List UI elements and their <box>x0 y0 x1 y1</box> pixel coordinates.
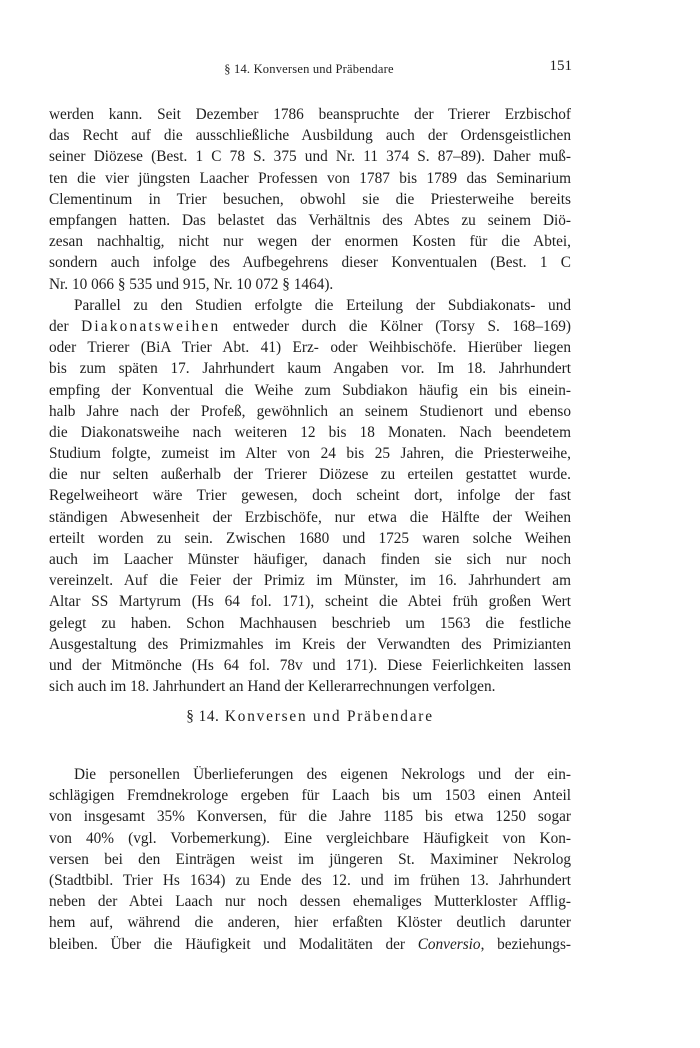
paragraph-3 <box>49 764 571 955</box>
text-fragment: , beziehungs- <box>480 935 571 953</box>
paragraph-1 <box>49 104 571 295</box>
text-line: neben der Abtei Laach nur noch dessen ehemaliges Mutterkloster Afflig- <box>49 893 571 911</box>
paragraph-2 <box>49 295 571 698</box>
text-line: von 40% (vgl. Vorbemerkung). Eine vergleichbare Häufigkeit von Kon- <box>49 829 571 847</box>
text-line: Regelweiheort wäre Trier gewesen, doch scheint dort, infolge der fast <box>49 487 571 505</box>
text-line: ten die vier jüngsten Laacher Professen von 1787 bis 1789 das Seminarium <box>49 169 571 187</box>
text-line: ständigen Abwesenheit der Erzbischöfe, nur etwa die Hälfte der Weihen <box>49 508 571 526</box>
text-line: Ausgestaltung des Primizmahles im Kreis der Verwandten des Primizianten <box>49 635 571 653</box>
page-number: 151 <box>549 58 572 74</box>
text-line: oder Trierer (BiA Trier Abt. 41) Erz- oder Weihbischöfe. Hierüber liegen <box>49 339 571 357</box>
text-line: gelegt zu haben. Schon Machhausen beschrieb um 1563 die festliche <box>49 614 571 632</box>
text-line: von insgesamt 35% Konversen, für die Jahre 1185 bis etwa 1250 sogar <box>49 808 571 826</box>
section-heading <box>49 708 571 726</box>
text-fragment: entweder durch die Kölner (Torsy S. 168–169) <box>220 317 572 335</box>
text-line: das Recht auf die ausschließliche Ausbildung auch der Ordensgeistlichen <box>49 127 571 145</box>
text-line: halb Jahre nach der Profeß, gewöhnlich an seinem Studienort und ebenso <box>49 402 571 420</box>
text-line: Die personellen Überlieferungen des eigenen Nekrologs und der ein- <box>74 766 571 783</box>
text-line: schlägigen Fremdnekrologe ergeben für Laach bis um 1503 einen Anteil <box>49 787 571 805</box>
spaced-term: Diakonatsweihen <box>81 317 221 335</box>
text-line: zesan nachhaltig, nicht nur wegen der enormen Kosten für die Abtei, <box>49 233 571 251</box>
italic-term: Conversio <box>417 935 481 953</box>
text-line: sich auch im 18. Jahrhundert an Hand der Kellerarrechnungen verfolgen. <box>49 678 496 696</box>
text-line: bis zum späten 17. Jahrhundert kaum Angaben vor. Im 18. Jahrhundert <box>49 360 571 378</box>
text-line: Studium folgte, zumeist im Alter von 24 bis 25 Jahren, die Priesterweihe, <box>49 445 571 463</box>
running-head: § 14. Konversen und Präbendare <box>224 62 394 76</box>
text-line: werden kann. Seit Dezember 1786 beanspruchte der Trierer Erzbischof <box>49 106 571 123</box>
text-line: (Stadtbibl. Trier Hs 1634) zu Ende des 12. und im frühen 13. Jahrhundert <box>49 871 571 889</box>
text-fragment: bleiben. Über die Häufigkeit und Modalitäten der <box>49 935 418 953</box>
text-line: Parallel zu den Studien erfolgte die Erteilung der Subdiakonats- und <box>74 296 571 314</box>
text-line: erteilt worden zu sein. Zwischen 1680 und 1725 waren solche Weihen <box>49 529 571 547</box>
text-line: hem auf, während die anderen, hier erfaßten Klöster deutlich darunter <box>49 914 571 932</box>
text-line: sondern auch infolge des Aufbegehrens dieser Konventualen (Best. 1 C <box>49 254 571 272</box>
text-line: und der Mitmönche (Hs 64 fol. 78v und 171). Diese Feierlichkeiten lassen <box>49 656 571 674</box>
text-line: Clementinum in Trier besuchen, obwohl sie die Priesterweihe bereits <box>49 190 571 208</box>
text-fragment: der <box>49 317 82 335</box>
text-line: seiner Diözese (Best. 1 C 78 S. 375 und Nr. 11 374 S. 87–89). Daher muß- <box>49 148 571 166</box>
text-line: vereinzelt. Auf die Feier der Primiz im Münster, im 16. Jahrhundert am <box>49 572 571 590</box>
text-line: versen bei den Einträgen weist im jüngeren St. Maximiner Nekrolog <box>49 850 571 868</box>
text-line: auch im Laacher Münster häufiger, danach finden sie sich nur noch <box>49 551 571 569</box>
section-title: Konversen und Präbendare <box>224 708 434 725</box>
text-line: Altar SS Martyrum (Hs 64 fol. 171), scheint die Abtei früh großen Wert <box>49 593 571 611</box>
section-number: § 14. <box>186 708 220 725</box>
text-line: empfangen hatten. Das belastet das Verhältnis des Abtes zu seinem Diö- <box>49 211 571 229</box>
text-line: die nur selten außerhalb der Trierer Diözese zu erteilen gestattet wurde. <box>49 466 571 484</box>
text-line: Nr. 10 066 § 535 und 915, Nr. 10 072 § 1464). <box>49 275 334 293</box>
text-line: empfing der Konventual die Weihe zum Subdiakon häufig ein bis einein- <box>49 381 571 399</box>
text-line <box>49 934 571 955</box>
text-line: die Diakonatsweihe nach weiteren 12 bis 18 Monaten. Nach beendetem <box>49 423 571 441</box>
text-line <box>49 316 571 337</box>
